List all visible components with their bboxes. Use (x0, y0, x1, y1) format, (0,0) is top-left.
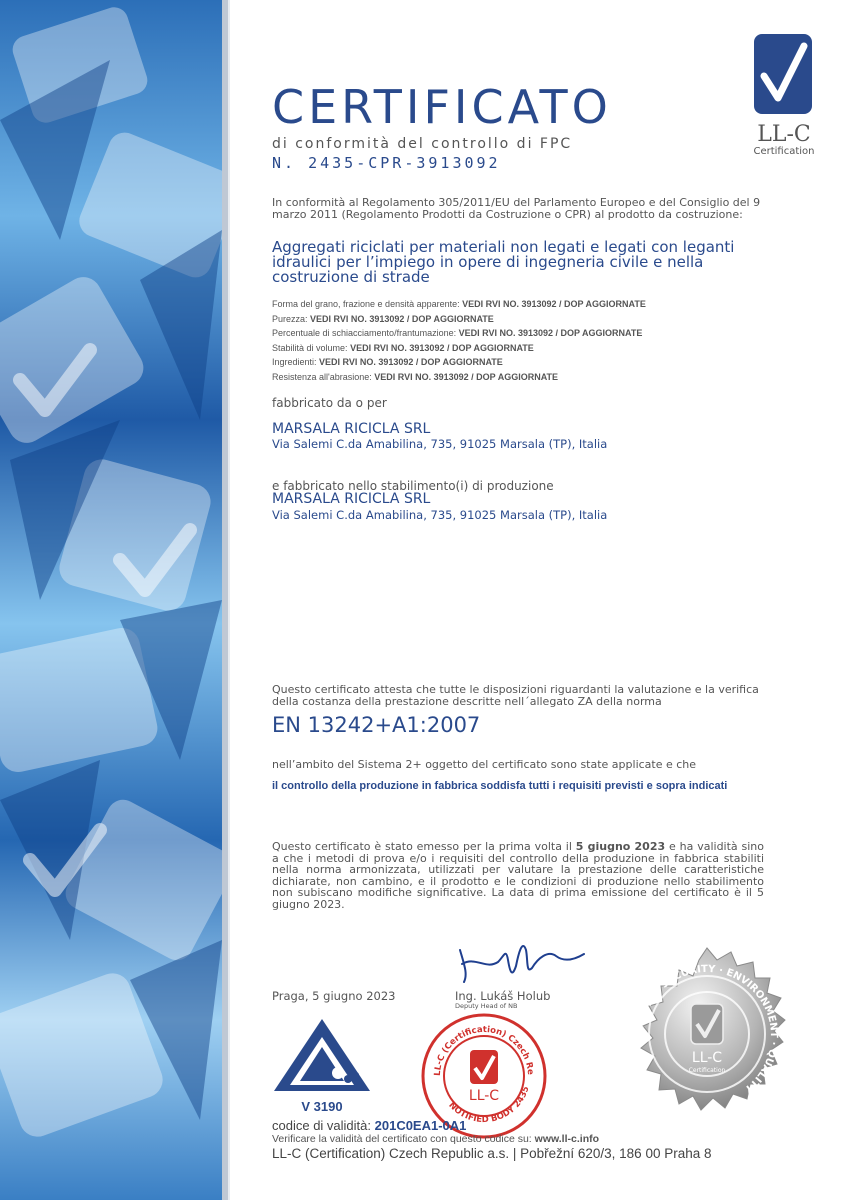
footer-address: LL-C (Certification) Czech Republic a.s. | Pobřežní 620/3, 186 00 Praha 8 (272, 1146, 712, 1161)
decorative-side-band (0, 0, 222, 1200)
product-properties (272, 297, 792, 384)
fpc-statement: il controllo della produzione in fabbrica soddisfa tutti i requisiti previsti e sopra indicati (272, 780, 728, 792)
svg-text:LL-C: LL-C (468, 1088, 500, 1104)
verify-line (272, 1133, 599, 1145)
plant-name: MARSALA RICICLA SRL (272, 491, 431, 507)
logo-text: LL-C (757, 122, 811, 147)
signatory-name: Ing. Lukáš Holub (455, 989, 551, 1003)
handwritten-signature (452, 930, 592, 990)
manufacturer-address: Via Salemi C.da Amabilina, 735, 91025 Marsala (TP), Italia (272, 437, 608, 451)
property-row: Stabilità di volume: VEDI RVI NO. 3913092 / DOP AGGIORNATE (272, 342, 534, 353)
property-row: Forma del grano, frazione e densità apparente: VEDI RVI NO. 3913092 / DOP AGGIORNATE (272, 299, 646, 309)
attestation-text: Questo certificato attesta che tutte le disposizioni riguardanti la valutazione e la verifica della costanza della prestazione descritte nell´allegato ZA della norma (272, 683, 759, 708)
accreditation-number: V 3190 (301, 1099, 343, 1114)
llc-logo (752, 32, 816, 157)
manufacturer-label: fabbricato da o per (272, 396, 387, 410)
validity-code: 201C0EA1-0A1 (374, 1118, 467, 1133)
accreditation-mark (270, 1015, 374, 1114)
plant-label: e fabbricato nello stabilimento(i) di produzione (272, 479, 554, 493)
intro-text: In conformità al Regolamento 305/2011/EU del Parlamento Europeo e del Consiglio del 9 marzo 2011 (Regolamento Prodotti da Costruzione o CPR) al prodotto da costruzione: (272, 196, 761, 221)
validity-code-line (272, 1118, 466, 1133)
certificate-title: CERTIFICATO (272, 80, 612, 134)
svg-text:Certification: Certification (688, 1067, 726, 1074)
place-date: Praga, 5 giugno 2023 (272, 989, 396, 1003)
checkmark-shield-icon (752, 32, 816, 118)
plant-address: Via Salemi C.da Amabilina, 735, 91025 Marsala (TP), Italia (272, 508, 608, 522)
norm-reference: EN 13242+A1:2007 (272, 713, 481, 737)
signature (452, 930, 592, 994)
abstract-shapes-graphic (0, 0, 222, 1200)
first-issue-date: 5 giugno 2023 (575, 840, 666, 853)
svg-text:SAFETY · SECURITY · ENVIRONMEN: SAFETY · SECURITY · ENVIRONMENT · QUALITY (634, 963, 780, 1095)
silver-seal-graphic (617, 946, 797, 1126)
band-border-light (228, 0, 230, 1200)
accreditation-triangle-icon (270, 1015, 374, 1095)
certificate-subtitle: di conformità del controllo di FPC (272, 136, 573, 152)
validity-code-label: codice di validità: (272, 1118, 371, 1133)
svg-text:NOTIFIED BODY 2435: NOTIFIED BODY 2435 (446, 1085, 532, 1126)
verify-link[interactable]: www.ll-c.info (534, 1133, 600, 1145)
product-description: Aggregati riciclati per materiali non legati e legati con leganti idraulici per l’impiego in opere di ingegneria civile e nella costruzione di strade (272, 238, 735, 286)
validity-paragraph: Questo certificato è stato emesso per la prima volta il 5 giugno 2023 e ha validità sino a che i metodi di prova e/o i requisiti del controllo della produzione in fabbrica stabiliti nella norma armonizzata, utilizzati per valutare la prestazione delle caratteristiche dichiarate, non cambino, e il prodotto e le condizioni di produzione nello stabilimento non subiscano modifiche significative. La data di prima emissione del certificato è il 5 giugno 2023. (272, 840, 764, 911)
property-row: Resistenza all'abrasione: VEDI RVI NO. 3913092 / DOP AGGIORNATE (272, 371, 559, 382)
property-row: Ingredienti: VEDI RVI NO. 3913092 / DOP AGGIORNATE (272, 357, 503, 367)
signatory-role: Deputy Head of NB (455, 1002, 518, 1010)
system-text: nell’ambito del Sistema 2+ oggetto del certificato sono state applicate e che (272, 758, 697, 771)
svg-text:LL-C: LL-C (691, 1050, 723, 1066)
verify-text: Verificare la validità del certificato con questo codice su: (272, 1133, 532, 1145)
certificate-number: N. 2435-CPR-3913092 (272, 154, 501, 172)
manufacturer-name: MARSALA RICICLA SRL (272, 421, 431, 437)
svg-text:LL-C (Certification) Czech Rep: LL-C (Certification) Czech Re (432, 1024, 536, 1077)
property-row: Percentuale di schiacciamento/frantumazione: VEDI RVI NO. 3913092 / DOP AGGIORNATE (272, 328, 643, 338)
logo-subtitle: Certification (753, 146, 815, 157)
property-row: Purezza: VEDI RVI NO. 3913092 / DOP AGGIORNATE (272, 313, 494, 324)
quality-seal (617, 946, 797, 1126)
